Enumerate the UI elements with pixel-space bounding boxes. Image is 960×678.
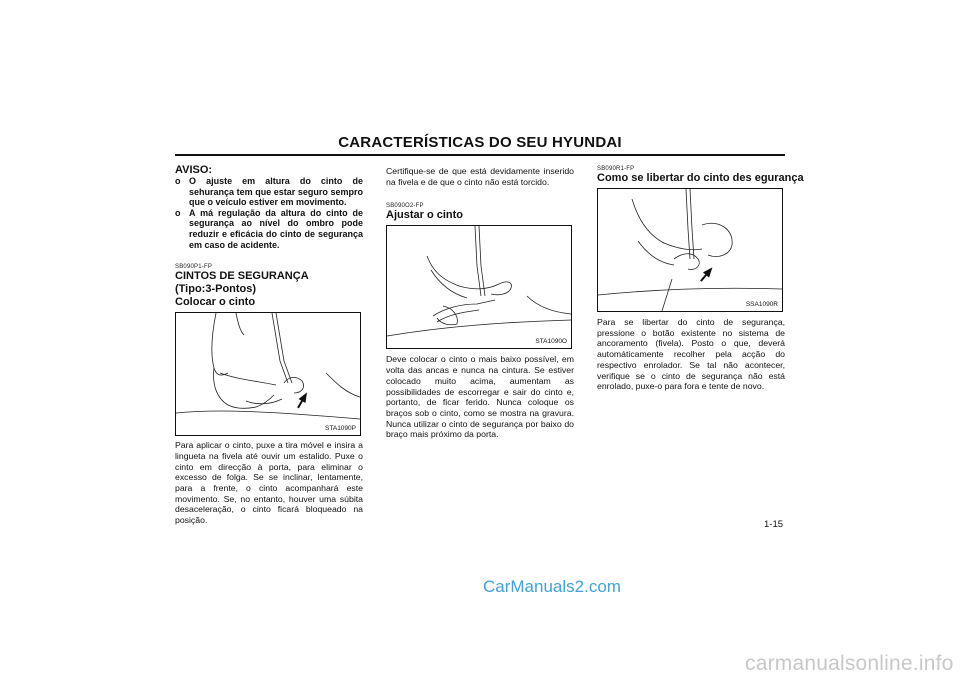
figure-release-belt [597, 188, 783, 312]
section-code: SB090O2-FP [386, 203, 424, 210]
heading-line: Colocar o cinto [175, 296, 256, 309]
figure-code: STA1090P [325, 425, 356, 433]
figure-code: SSA1090R [745, 301, 778, 308]
fasten-belt-illustration [176, 313, 360, 435]
title-rule [175, 154, 785, 156]
warning-bullet: o [175, 176, 181, 186]
section-heading [175, 270, 363, 309]
column-right [597, 160, 804, 392]
warning-title: AVISO: [175, 164, 213, 176]
warning-text: A má regulação da altura do cinto de segurança ao nível do ombro pode reduzir e eficácia do cinto de segurança em caso de acidente. [189, 207, 363, 250]
release-belt-illustration [598, 189, 782, 311]
figure-fasten-belt [175, 312, 361, 436]
watermark-link[interactable]: CarManuals2.com [483, 577, 621, 596]
warning-bullet: o [175, 207, 181, 218]
body-text: Para aplicar o cinto, puxe a tira móvel e insira a lingueta na fivela até ouvir um estalido. Puxe o cinto em direcção à porta, para eliminar o excesso de folga. Se se inclinar, lentamente, para a frente, o cinto acompanhará este movimento. Se, no entanto, houver uma súbita desaceleração, o cinto ficará bloqueado na posição. [175, 440, 363, 526]
body-text: Deve colocar o cinto o mais baixo possível, em volta das ancas e nunca na cintura. Se estiver colocado muito acima, aumentam as possibilidades de escorregar e sair do cinto e, portanto, de ficar ferido. Nunca coloque os braços sob o cinto, como se mostra na gravura. Nunca utilizar o cinto de segurança por baixo do braço mais próximo da porta. [386, 354, 574, 440]
watermark-footer: carmanualsonline.info [745, 652, 954, 675]
heading-line: (Tipo:3-Pontos) [175, 283, 257, 296]
warning-text: O ajuste em altura do cinto de sehurança tem que estar seguro sempro que o veículo estiver em movimento. [189, 176, 363, 208]
section-heading: Ajustar o cinto [386, 209, 464, 222]
page-title: CARACTERÍSTICAS DO SEU HYUNDAI [338, 134, 622, 151]
figure-code: STA1090O [535, 338, 567, 346]
body-text: Para se libertar do cinto de segurança, pressione o botão existente no sistema de ancoramento (fivela). Posto o que, deverá automáticamente recolher pela acção do respectivo enrolador. Se tal não acontecer, verifique se o cinto de segurança não está enrolado, puxe-o para fora e tente de novo. [597, 317, 785, 392]
page-number: 1-15 [764, 519, 784, 530]
warning-item [175, 208, 363, 250]
column-middle [386, 160, 574, 440]
section-heading: Como se libertar do cinto des egurança [597, 172, 804, 184]
section-code: SB090P1-FP [175, 264, 213, 271]
column-left [175, 160, 363, 526]
figure-adjust-belt [386, 225, 572, 349]
heading-line: CINTOS DE SEGURANÇA [175, 270, 309, 283]
adjust-belt-illustration [387, 226, 571, 348]
intro-text: Certifique-se de que está devidamente inserido na fivela e de que o cinto não está torcido. [386, 166, 574, 187]
warning-item [175, 176, 363, 208]
section-code: SB090R1-FP [597, 166, 635, 172]
